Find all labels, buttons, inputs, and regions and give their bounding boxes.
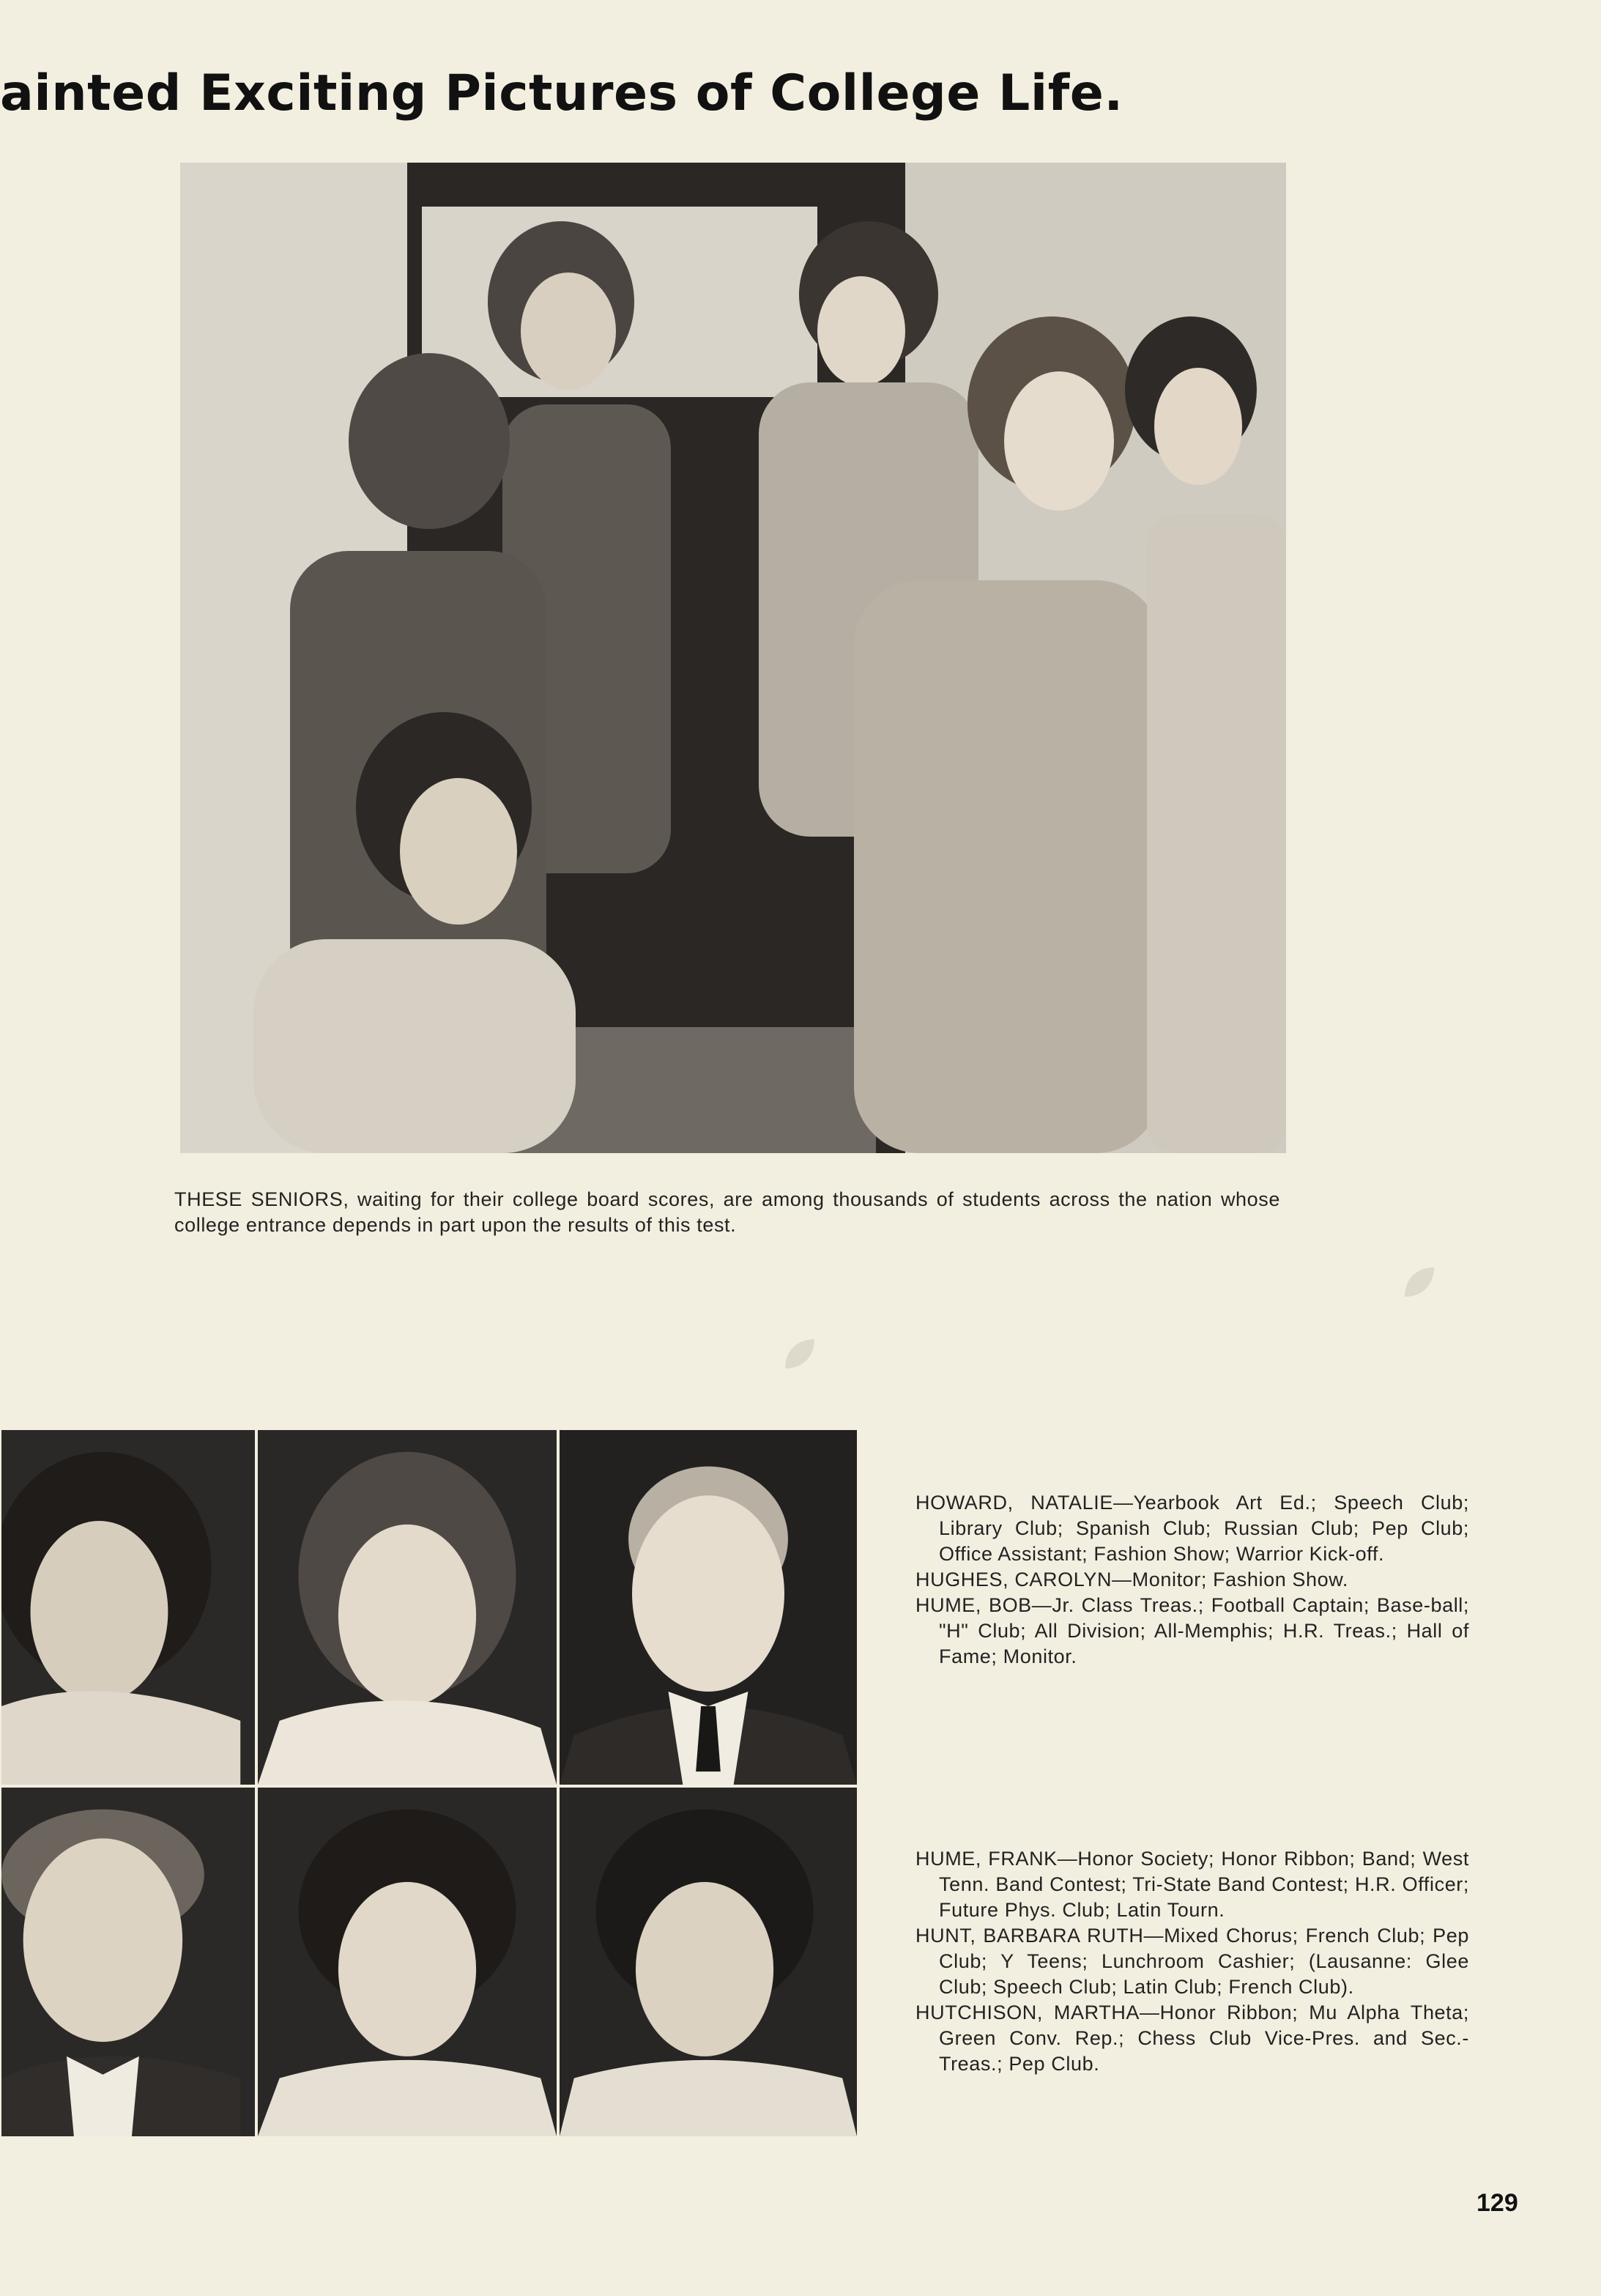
- portrait-bob-hume: [558, 1429, 858, 1786]
- portrait-carolyn-hughes: [256, 1429, 558, 1786]
- page-number: 129: [1476, 2189, 1518, 2217]
- seniors-group-photo: [180, 163, 1286, 1153]
- leaf-watermark-icon: [1400, 1263, 1438, 1301]
- bio-frank-hume: HUME, FRANK—Honor Society; Honor Ribbon; Band; West Tenn. Band Contest; Tri-State Band Contest; H.R. Officer; Future Phys. Club; Latin Tourn.: [915, 1848, 1469, 1921]
- bio-bob-hume: HUME, BOB—Jr. Class Treas.; Football Captain; Base-ball; "H" Club; All Division; All-Memphis; H.R. Treas.; Hall of Fame; Monitor.: [915, 1594, 1469, 1667]
- senior-portraits-grid: [0, 1429, 858, 2138]
- portrait-natalie-howard: [0, 1429, 256, 1786]
- photo-caption: THESE SENIORS, waiting for their college board scores, are among thousands of students across the nation whose college entrance depends in part upon the results of this test.: [174, 1188, 1280, 1236]
- portrait-martha-hutchison: [558, 1786, 858, 2138]
- portrait-frank-hume: [0, 1786, 256, 2138]
- bio-martha-hutchison: HUTCHISON, MARTHA—Honor Ribbon; Mu Alpha Theta; Green Conv. Rep.; Chess Club Vice-Pres. and Sec.-Treas.; Pep Club.: [915, 2001, 1469, 2075]
- bio-barbara-ruth-hunt: HUNT, BARBARA RUTH—Mixed Chorus; French Club; Pep Club; Y Teens; Lunchroom Cashier; (Lausanne: Glee Club; Speech Club; Latin Club; French Club).: [915, 1925, 1469, 1998]
- leaf-watermark-icon: [781, 1335, 819, 1373]
- portrait-barbara-ruth-hunt: [256, 1786, 558, 2138]
- senior-bios-group-2: [915, 1846, 1469, 2077]
- bio-natalie-howard: HOWARD, NATALIE—Yearbook Art Ed.; Speech Club; Library Club; Spanish Club; Russian Club; Pep Club; Office Assistant; Fashion Show; Warrior Kick-off.: [915, 1492, 1469, 1565]
- page-headline: ainted Exciting Pictures of College Life.: [0, 64, 1123, 122]
- senior-bios-group-1: [915, 1490, 1469, 1670]
- bio-carolyn-hughes: HUGHES, CAROLYN—Monitor; Fashion Show.: [915, 1569, 1348, 1590]
